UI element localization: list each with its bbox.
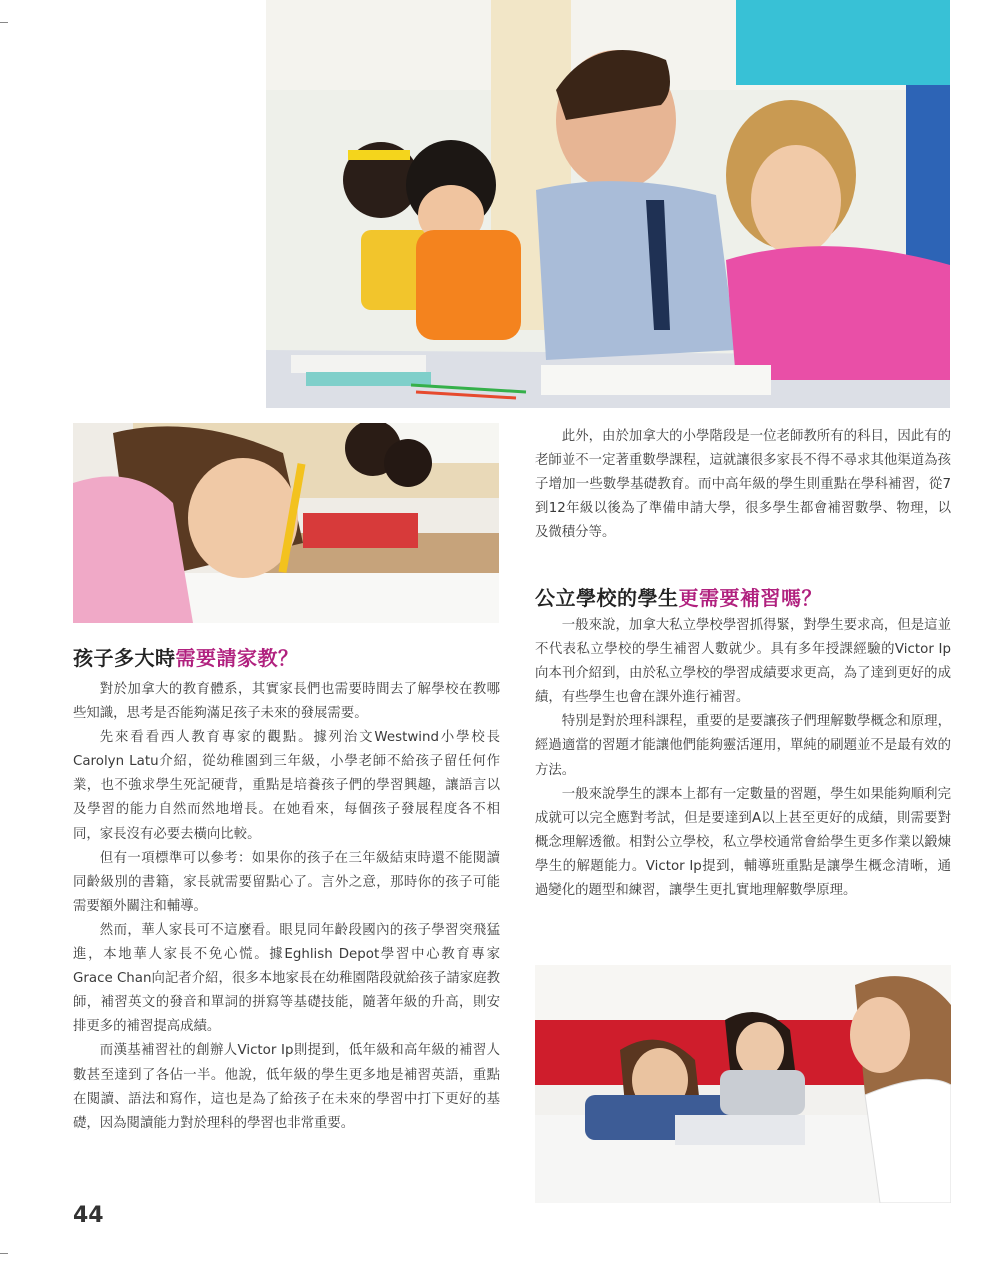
- tutor-with-two-girls-photo: [535, 965, 951, 1203]
- body-paragraph: 此外，由於加拿大的小學階段是一位老師教所有的科目，因此有的老師並不一定著重數學課程，這就讓很多家長不得不尋求其他渠道為孩子增加一些數學基礎教育。而中高年級的學生則重點在學科補習，從7到12年級以後為了準備申請大學，很多學生都會補習數學、物理，以及微積分等。: [535, 429, 951, 541]
- crop-mark: [0, 1253, 8, 1254]
- girl-writing-with-pencil-photo: [73, 423, 499, 623]
- section-heading-public-school: [535, 582, 822, 611]
- heading-highlight: 更需要補習嗎: [678, 586, 802, 610]
- heading-plain: 公立學校的學生: [535, 586, 679, 610]
- heading-mark: ？: [278, 646, 299, 670]
- teacher-smiling-with-students-photo: [266, 0, 950, 408]
- body-paragraph: 特別是對於理科課程，重要的是要讓孩子們理解數學概念和原理，經過適當的習題才能讓他們能夠靈活運用，單純的刷題並不是最有效的方法。: [535, 714, 951, 778]
- heading-mark: ？: [801, 586, 822, 610]
- body-paragraph: 但有一項標準可以參考：如果你的孩子在三年級結束時還不能閱讀同齡級別的書籍，家長就需要留點心了。言外之意，那時你的孩子可能需要額外關注和輔導。: [73, 850, 500, 914]
- heading-plain: 孩子多大時: [73, 646, 176, 670]
- body-paragraph: 對於加拿大的教育體系，其實家長們也需要時間去了解學校在教哪些知識，思考是否能夠滿足孩子未來的發展需要。: [73, 682, 500, 722]
- heading-highlight: 需要請家教: [175, 646, 278, 670]
- section-heading-when-tutor: [73, 642, 299, 671]
- right-column-top-body: [535, 425, 951, 545]
- body-paragraph: 一般來說，加拿大私立學校學習抓得緊，對學生要求高，但是這並不代表私立學校的學生補習人數就少。具有多年授課經驗的Victor Ip向本刊介紹到，由於私立學校的學習成績要求更高，為了達到更好的成績，有些學生也會在課外進行補習。: [535, 618, 951, 706]
- body-paragraph: 然而，華人家長可不這麼看。眼見同年齡段國內的孩子學習突飛猛進，本地華人家長不免心慌。據Eghlish Depot學習中心教育專家Grace Chan向記者介紹，很多本地家長在幼稚園階段就給孩子請家庭教師，補習英文的發音和單詞的拼寫等基礎技能，隨著年級的升高，則安排更多的補習提高成績。: [73, 922, 500, 1035]
- body-paragraph: 一般來說學生的課本上都有一定數量的習題，學生如果能夠順利完成就可以完全應對考試，但是要達到A以上甚至更好的成績，則需要對概念理解透徹。相對公立學校，私立學校通常會給學生更多作業以鍛煉學生的解題能力。Victor Ip提到，輔導班重點是讓學生概念清晰，通過變化的題型和練習，讓學生更扎實地理解數學原理。: [535, 786, 951, 899]
- crop-mark: [0, 22, 8, 23]
- page-number: 44: [73, 1203, 104, 1228]
- left-column-body: [73, 678, 500, 1136]
- body-paragraph: 先來看看西人教育專家的觀點。據列治文Westwind小學校長Carolyn Latu介紹，從幼稚園到三年級，小學老師不給孩子留任何作業，也不強求學生死記硬背，重點是培養孩子們的學習興趣，讓語言以及學習的能力自然而然地增長。在她看來，每個孩子發展程度各不相同，家長沒有必要去橫向比較。: [73, 730, 500, 842]
- body-paragraph: 而漢基補習社的創辦人Victor Ip則提到，低年級和高年級的補習人數甚至達到了各佔一半。他說，低年級的學生更多地是補習英語，重點在閱讀、語法和寫作，這也是為了給孩子在未來的學習中打下更好的基礎，因為閱讀能力對於理科的學習也非常重要。: [73, 1043, 500, 1131]
- right-column-bottom-body: [535, 614, 951, 903]
